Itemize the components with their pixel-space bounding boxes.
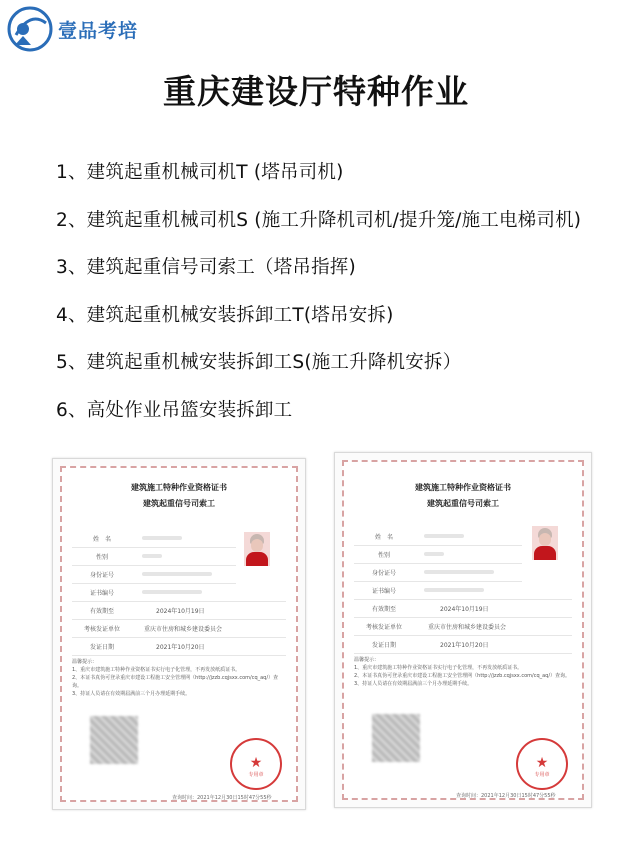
cert-row-expiry: 有效期至 2024年10月19日 <box>62 602 296 620</box>
certificate-frame <box>60 466 298 802</box>
certificate-notes: 温馨提示： 1、重庆市建筑施工特种作业资格证书实行电子化管理，不再发放纸质证书。 2、本证书真伪可登录重庆市建设工程施工安全管理网（http://jzzb.cqjsxx.com/cq_aq/）查询。 3、持证人员请在有效期届满前三个月办理延期手续。 <box>354 657 571 687</box>
qr-code <box>372 714 420 762</box>
certificate-heading: 建筑施工特种作业资格证书 <box>415 483 511 492</box>
official-seal: ★ 专用章 <box>516 738 568 790</box>
holder-photo <box>244 532 270 566</box>
brand-name: 壹品考培 <box>58 19 139 42</box>
qr-code <box>90 716 138 764</box>
list-item: 6、高处作业吊篮安装拆卸工 <box>56 399 293 421</box>
brand-logo <box>6 4 138 54</box>
job-type-list <box>56 160 616 446</box>
certificate-subheading: 建筑起重信号司索工 <box>143 499 215 508</box>
cert-row-issuer: 考核发证单位 重庆市住房和城乡建设委员会 <box>344 618 582 636</box>
list-item: 5、建筑起重机械安装拆卸工S(施工升降机安拆） <box>56 352 462 374</box>
holder-photo <box>532 526 558 560</box>
star-icon: ★ <box>249 755 263 771</box>
cert-row-name: 姓 名 <box>344 528 582 546</box>
cert-row-gender: 性别 <box>344 546 582 564</box>
page-title: 重庆建设厅特种作业 <box>163 72 469 111</box>
certificate-notes: 温馨提示： 1、重庆市建筑施工特种作业资格证书实行电子化管理，不再发放纸质证书。 2、本证书真伪可登录重庆市建设工程施工安全管理网（http://jzzb.cqjsxx.com/cq_aq/）查询。 3、持证人员请在有效期届满前三个月办理延期手续。 <box>72 659 279 697</box>
certificate-subheading: 建筑起重信号司索工 <box>427 499 499 508</box>
certificate-frame <box>342 460 584 800</box>
cert-row-gender: 性别 <box>62 548 296 566</box>
cert-row-issuer: 考核发证单位 重庆市住房和城乡建设委员会 <box>62 620 296 638</box>
list-item: 1、建筑起重机械司机T (塔吊司机) <box>56 162 344 183</box>
cert-row-number: 证书编号 <box>344 582 582 600</box>
cert-row-issue-date: 发证日期 2021年10月20日 <box>344 636 582 654</box>
cert-row-name: 姓 名 <box>62 530 296 548</box>
cert-row-id: 身份证号 <box>62 566 296 584</box>
cert-row-issue-date: 发证日期 2021年10月20日 <box>62 638 296 656</box>
star-icon: ★ <box>535 755 549 771</box>
certificate-left <box>52 458 306 810</box>
cert-row-number: 证书编号 <box>62 584 296 602</box>
cert-row-expiry: 有效期至 2024年10月19日 <box>344 600 582 618</box>
list-item: 3、建筑起重信号司索工（塔吊指挥) <box>56 257 356 279</box>
certificate-heading: 建筑施工特种作业资格证书 <box>131 483 227 492</box>
certificate-right <box>334 452 592 808</box>
list-item: 4、建筑起重机械安装拆卸工T(塔吊安拆) <box>56 304 394 326</box>
query-time: 查询时间：2021年12月30日15时47分55秒 <box>172 795 272 801</box>
official-seal: ★ 专用章 <box>230 738 282 790</box>
brand-globe-icon <box>6 5 54 53</box>
list-item: 2、建筑起重机械司机S (施工升降机司机/提升笼/施工电梯司机) <box>56 209 582 231</box>
query-time: 查询时间：2021年12月30日15时47分55秒 <box>456 793 556 799</box>
cert-row-id: 身份证号 <box>344 564 582 582</box>
